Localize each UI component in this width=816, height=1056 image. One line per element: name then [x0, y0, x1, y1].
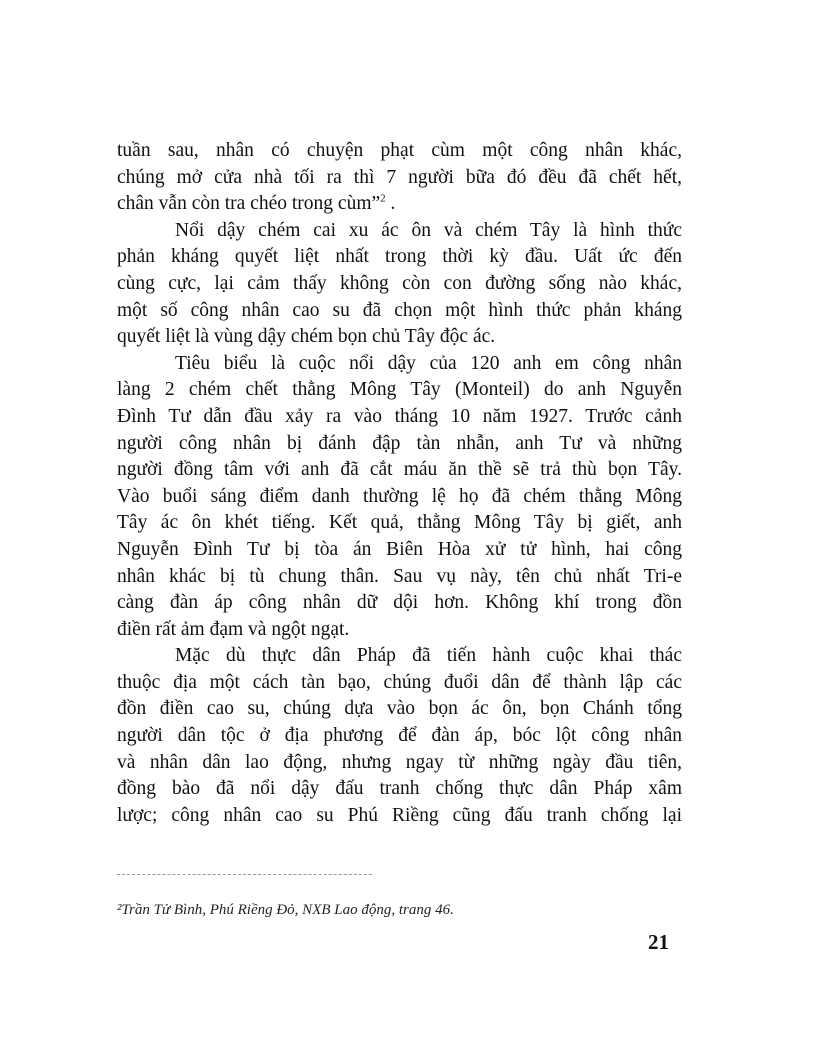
paragraph — [117, 138, 682, 218]
text-line: chân vẫn còn tra chéo trong cùm”$^2$ . — [117, 192, 396, 215]
text-line: và nhân dân lao động, nhưng ngay từ những ngày đầu tiên, — [117, 751, 682, 773]
text-line: người đồng tâm với anh đã cắt máu ăn thề sẽ trả thù bọn Tây. — [117, 459, 682, 481]
footnote: ²Trần Tử Bình, Phú Riềng Đỏ, NXB Lao động, trang 46. — [117, 902, 454, 918]
text-line: một số công nhân cao su đã chọn một hình thức phản kháng — [117, 299, 682, 321]
paragraph — [117, 351, 682, 644]
text-line: phản kháng quyết liệt nhất trong thời kỳ đầu. Uất ức đến — [117, 246, 682, 268]
paragraph — [117, 218, 682, 351]
text-line: người dân tộc ở địa phương để đàn áp, bóc lột công nhân — [117, 725, 682, 747]
text-line: làng 2 chém chết thằng Mông Tây (Monteil) do anh Nguyễn — [117, 379, 682, 401]
text-line: lược; công nhân cao su Phú Riềng cũng đấu tranh chống lại — [117, 804, 682, 826]
paragraph — [117, 643, 682, 829]
text-line: càng đàn áp công nhân dữ dội hơn. Không khí trong đồn — [117, 592, 682, 614]
page-number: 21 — [648, 930, 669, 954]
text-line: Nguyễn Đình Tư bị tòa án Biên Hòa xử tử hình, hai công — [117, 538, 682, 560]
text-line: Đình Tư dẫn đầu xảy ra vào tháng 10 năm 1927. Trước cảnh — [117, 405, 682, 427]
text-line: người công nhân bị đánh đập tàn nhẫn, anh Tư và những — [117, 432, 682, 454]
text-line: Vào buổi sáng điểm danh thường lệ họ đã chém thằng Mông — [117, 485, 682, 507]
text-line: đồng bào đã nổi dậy đấu tranh chống thực dân Pháp xâm — [117, 778, 682, 800]
text-line: nhân khác bị tù chung thân. Sau vụ này, tên chủ nhất Tri-e — [117, 565, 682, 587]
text-line: quyết liệt là vùng dậy chém bọn chủ Tây độc ác. — [117, 326, 496, 348]
body-text — [117, 138, 682, 829]
text-line: Tiêu biểu là cuộc nổi dậy của 120 anh em công nhân — [175, 352, 682, 374]
text-line: tuần sau, nhân có chuyện phạt cùm một công nhân khác, — [117, 140, 682, 161]
text-line: đồn điền cao su, chúng dựa vào bọn ác ôn, bọn Chánh tổng — [117, 698, 682, 720]
text-line: thuộc địa một cách tàn bạo, chúng đuổi dân để thành lập các — [117, 671, 682, 693]
text-line: Tây ác ôn khét tiếng. Kết quả, thằng Mông Tây bị giết, anh — [117, 512, 682, 534]
text-line: Nổi dậy chém cai xu ác ôn và chém Tây là hình thức — [175, 219, 682, 241]
text-line: điền rất ảm đạm và ngột ngạt. — [117, 618, 350, 640]
footnote-separator — [117, 874, 372, 875]
text-line: Mặc dù thực dân Pháp đã tiến hành cuộc khai thác — [175, 645, 682, 667]
text-line: chúng mở cửa nhà tối ra thì 7 người bữa đó đều đã chết hết, — [117, 166, 682, 188]
text-line: cùng cực, lại cảm thấy không còn con đường sống nào khác, — [117, 272, 682, 294]
